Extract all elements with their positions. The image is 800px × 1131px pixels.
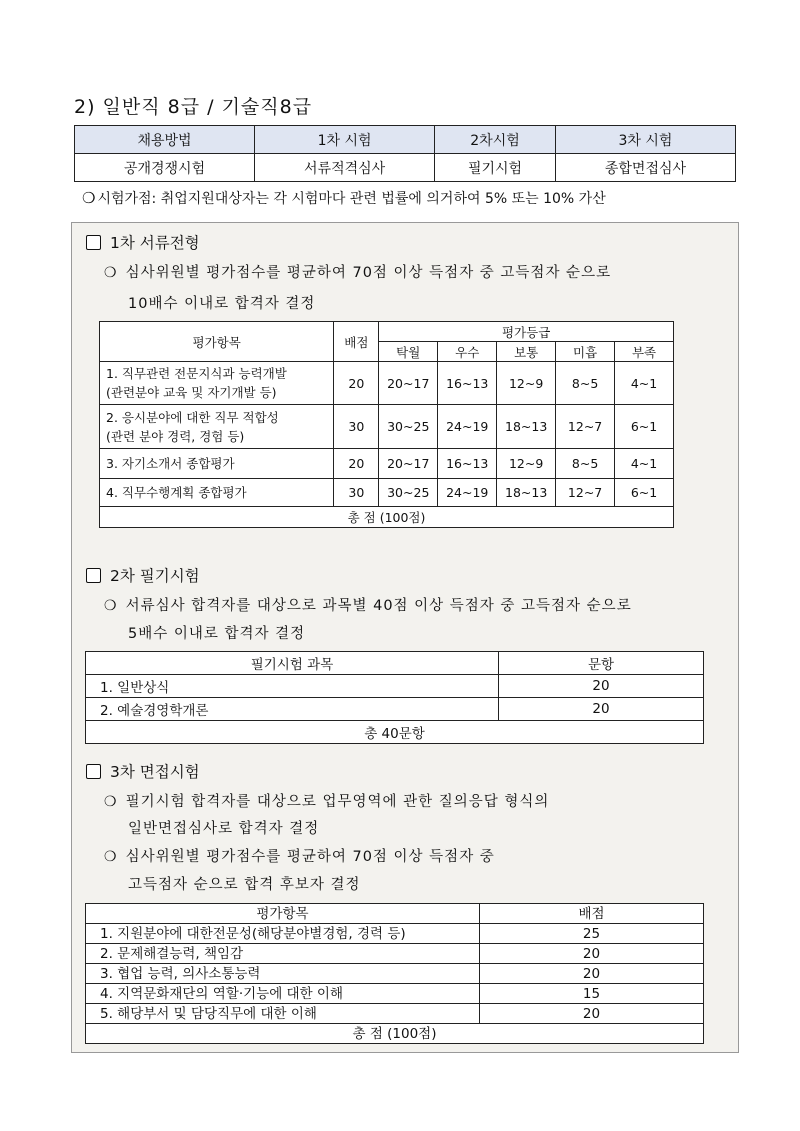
written-count-cell: 20: [499, 675, 704, 698]
table-row: [86, 924, 704, 944]
stage1-heading: [86, 231, 200, 253]
doc-item-cell: [100, 362, 334, 405]
interview-table: [85, 903, 704, 1044]
bullet-circle-icon: ❍: [82, 189, 96, 207]
method-cell: 공개경쟁시험: [75, 154, 255, 182]
interview-score-cell: 20: [480, 944, 704, 964]
grade-header-cell: 부족: [615, 342, 674, 362]
doc-grade-cell: 18~13: [497, 405, 556, 449]
doc-grade-cell: 12~9: [497, 449, 556, 479]
table-row: [86, 944, 704, 964]
stage3-bullet2-continuation: 고득점자 순으로 합격 후보자 결정: [128, 877, 361, 893]
interview-item-cell: 3. 협업 능력, 의사소통능력: [86, 964, 480, 984]
stage2-bullet-text: 서류심사 합격자를 대상으로 과목별 40점 이상 득점자 중 고득점자 순으로: [125, 598, 632, 614]
doc-grade-cell: 24~19: [438, 479, 497, 507]
stage3-heading-text: 3차 면접시험: [110, 763, 200, 781]
bullet-circle-icon: ❍: [104, 794, 118, 810]
doc-item-line: 2. 응시분야에 대한 직무 적합성: [106, 409, 279, 425]
table-row: [100, 405, 674, 449]
stage3-bullet1-text: 필기시험 합격자를 대상으로 업무영역에 관한 질의응답 형식의: [125, 794, 550, 810]
doc-grade-cell: 12~7: [556, 479, 615, 507]
checkbox-square-icon: [86, 764, 101, 779]
document-screening-table: [99, 321, 674, 528]
table-row: [86, 1004, 704, 1024]
doc-grade-cell: 24~19: [438, 405, 497, 449]
interview-header-score: 배점: [480, 904, 704, 924]
doc-grade-cell: 30~25: [379, 479, 438, 507]
doc-grade-cell: 8~5: [556, 449, 615, 479]
written-exam-table: [85, 651, 704, 744]
method-cell: 필기시험: [435, 154, 556, 182]
written-table-total-row: [86, 721, 704, 744]
stage3-bullet-1: [104, 790, 549, 811]
method-header-cell: 2차시험: [435, 126, 556, 154]
table-row: [86, 964, 704, 984]
method-cell: 종합면접심사: [555, 154, 735, 182]
doc-header-grade: 평가등급: [379, 322, 674, 342]
recruitment-method-table: [74, 125, 736, 182]
stage2-bullet-continuation: 5배수 이내로 합격자 결정: [128, 626, 306, 642]
doc-grade-cell: 18~13: [497, 479, 556, 507]
stage2-heading: [86, 564, 200, 586]
interview-item-cell: 1. 지원분야에 대한전문성(해당분야별경험, 경력 등): [86, 924, 480, 944]
doc-grade-cell: 4~1: [615, 449, 674, 479]
method-header-cell: 3차 시험: [555, 126, 735, 154]
bullet-circle-icon: ❍: [104, 849, 118, 865]
checkbox-square-icon: [86, 568, 101, 583]
doc-item-subline: (관련 분야 경력, 경험 등): [106, 428, 245, 444]
interview-item-cell: 5. 해당부서 및 담당직무에 대한 이해: [86, 1004, 480, 1024]
written-subject-cell: 2. 예술경영학개론: [86, 698, 499, 721]
stage2-bullet: [104, 594, 632, 615]
grade-header-cell: 우수: [438, 342, 497, 362]
doc-score-cell: 20: [334, 449, 379, 479]
method-header-cell: 1차 시험: [255, 126, 435, 154]
method-cell: 서류적격심사: [255, 154, 435, 182]
doc-item-line: 1. 직무관련 전문지식과 능력개발: [106, 366, 287, 381]
checkbox-square-icon: [86, 235, 101, 250]
grade-header-cell: 미흡: [556, 342, 615, 362]
written-table-header-row: [86, 652, 704, 675]
interview-table-header-row: [86, 904, 704, 924]
stage1-bullet-continuation: 10배수 이내로 합격자 결정: [128, 296, 316, 312]
doc-grade-cell: 16~13: [438, 362, 497, 405]
table-row: [100, 362, 674, 405]
doc-item-subline: (관련분야 교육 및 자기개발 등): [106, 385, 277, 400]
section-title: 2) 일반직 8급 / 기술직8급: [74, 96, 313, 118]
interview-score-cell: 15: [480, 984, 704, 1004]
doc-score-cell: 20: [334, 362, 379, 405]
interview-item-cell: 2. 문제해결능력, 책임감: [86, 944, 480, 964]
doc-grade-cell: 20~17: [379, 449, 438, 479]
stage1-heading-text: 1차 서류전형: [110, 234, 200, 252]
bullet-circle-icon: ❍: [104, 598, 118, 614]
doc-grade-cell: 16~13: [438, 449, 497, 479]
stage3-heading: [86, 760, 200, 782]
method-table-header-row: [75, 126, 736, 154]
written-total-cell: 총 40문항: [86, 721, 704, 744]
doc-grade-cell: 6~1: [615, 405, 674, 449]
method-header-cell: 채용방법: [75, 126, 255, 154]
table-row: [100, 479, 674, 507]
stage2-heading-text: 2차 필기시험: [110, 567, 200, 585]
doc-item-cell: 4. 직무수행계획 종합평가: [100, 479, 334, 507]
grade-header-cell: 탁월: [379, 342, 438, 362]
doc-table-header-row: [100, 322, 674, 342]
doc-item-cell: [100, 405, 334, 449]
written-subject-cell: 1. 일반상식: [86, 675, 499, 698]
interview-header-item: 평가항목: [86, 904, 480, 924]
interview-score-cell: 25: [480, 924, 704, 944]
doc-table-total-row: [100, 507, 674, 528]
doc-grade-cell: 8~5: [556, 362, 615, 405]
written-header-subject: 필기시험 과목: [86, 652, 499, 675]
method-table-row: [75, 154, 736, 182]
interview-score-cell: 20: [480, 964, 704, 984]
doc-grade-cell: 12~7: [556, 405, 615, 449]
doc-total-cell: 총 점 (100점): [100, 507, 674, 528]
interview-score-cell: 20: [480, 1004, 704, 1024]
table-row: [86, 698, 704, 721]
table-row: [100, 449, 674, 479]
bonus-note-text: 시험가점: 취업지원대상자는 각 시험마다 관련 법률에 의거하여 5% 또는 10% 가산: [97, 191, 606, 207]
doc-grade-cell: 30~25: [379, 405, 438, 449]
doc-score-cell: 30: [334, 405, 379, 449]
stage1-bullet: [104, 261, 611, 282]
stage1-bullet-text: 심사위원별 평가점수를 평균하여 70점 이상 득점자 중 고득점자 순으로: [125, 265, 612, 281]
table-row: [86, 675, 704, 698]
bullet-circle-icon: ❍: [104, 265, 118, 281]
grade-header-cell: 보통: [497, 342, 556, 362]
table-row: [86, 984, 704, 1004]
doc-header-score: 배점: [334, 322, 379, 362]
interview-item-cell: 4. 지역문화재단의 역할·기능에 대한 이해: [86, 984, 480, 1004]
doc-header-item: 평가항목: [100, 322, 334, 362]
doc-grade-cell: 12~9: [497, 362, 556, 405]
doc-item-cell: 3. 자기소개서 종합평가: [100, 449, 334, 479]
stage3-bullet-2: [104, 845, 495, 866]
interview-table-total-row: [86, 1024, 704, 1044]
written-count-cell: 20: [499, 698, 704, 721]
doc-score-cell: 30: [334, 479, 379, 507]
doc-grade-cell: 6~1: [615, 479, 674, 507]
interview-total-cell: 총 점 (100점): [86, 1024, 704, 1044]
stage3-bullet1-continuation: 일반면접심사로 합격자 결정: [128, 821, 320, 837]
written-header-count: 문항: [499, 652, 704, 675]
stage3-bullet2-text: 심사위원별 평가점수를 평균하여 70점 이상 득점자 중: [125, 849, 495, 865]
doc-grade-cell: 4~1: [615, 362, 674, 405]
bonus-note: [82, 188, 606, 208]
doc-grade-cell: 20~17: [379, 362, 438, 405]
